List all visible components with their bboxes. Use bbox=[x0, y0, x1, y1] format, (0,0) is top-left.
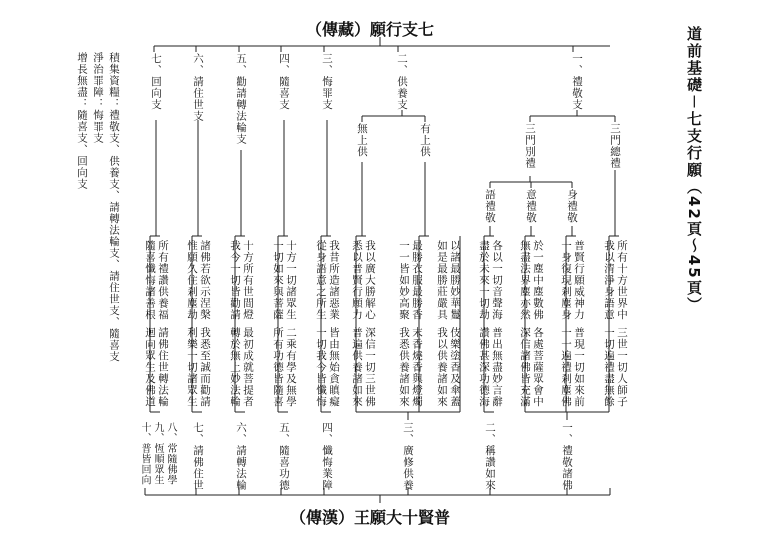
verse-3d: 一切我今皆懺悔 bbox=[315, 327, 328, 408]
verse-6d: 利樂一切諸眾生 bbox=[186, 327, 199, 408]
wang-7: 七、請佛住世 bbox=[192, 422, 205, 491]
verse-2l: 我以供養諸如來 bbox=[436, 327, 449, 408]
sub-yi-lijing: 意禮敬 bbox=[525, 189, 538, 224]
verse-1a: 盡於未來一切劫 bbox=[478, 240, 491, 321]
verse-5d: 轉於無上妙法輪 bbox=[229, 327, 242, 408]
verse-1f: 於一塵中塵數佛 bbox=[532, 240, 545, 321]
branch-5-label: 五、勸請轉法輪支 bbox=[235, 53, 248, 145]
verse-5c: 最初成就菩提者 bbox=[242, 327, 255, 408]
verse-1p: 一切遍禮盡無餘 bbox=[603, 327, 616, 408]
verse-4d: 所有功德皆隨喜 bbox=[272, 327, 285, 408]
top-title: （傳藏）願行支七 bbox=[306, 20, 435, 39]
verse-4b: 十方一切諸眾生 bbox=[285, 240, 298, 321]
bottom-title: （傳漢）王願大十賢普 bbox=[290, 508, 451, 527]
verse-1h: 深信諸佛皆充滿 bbox=[519, 327, 532, 408]
wang-3: 三、廣修供養 bbox=[402, 422, 415, 491]
branch-3-label: 三、悔罪支 bbox=[321, 53, 334, 111]
wang-8-9-10: 八、常隨佛學 九、恆順眾生 十、普皆回向 bbox=[139, 422, 176, 496]
verse-2i: 如是最勝莊嚴具 bbox=[436, 240, 449, 321]
verse-5a: 我今一切皆勸請 bbox=[229, 240, 242, 321]
branch-1-label: 一、禮敬支 bbox=[571, 53, 584, 111]
verse-1k: 普現一切如來前 bbox=[573, 327, 586, 408]
sub-sanmen-bieli: 三門別禮 bbox=[524, 123, 537, 169]
wang-1: 一、禮敬諸佛 bbox=[561, 422, 574, 491]
sub-wushang-gong: 無上供 bbox=[356, 123, 369, 158]
sub-youshang-gong: 有上供 bbox=[419, 123, 432, 158]
verse-6c: 我悉至誠而勸請 bbox=[199, 327, 212, 408]
summary-line-1: 積集資糧：禮敬支、供養支、請轉法輪支、請住世支、隨喜支 bbox=[108, 52, 121, 363]
verse-4a: 一切如來與菩薩 bbox=[272, 240, 285, 321]
verse-2j: 以諸最勝妙華鬘 bbox=[449, 240, 462, 321]
wang-4: 四、懺悔業障 bbox=[321, 422, 334, 491]
verse-7d: 迴向眾生及佛道 bbox=[144, 327, 157, 408]
verse-1j: 普賢行願威神力 bbox=[573, 240, 586, 321]
verse-2e: 一一皆如妙高聚 bbox=[398, 240, 411, 321]
verse-1d: 讚佛甚深功德海 bbox=[478, 327, 491, 408]
verse-6a: 惟願久住剎塵劫 bbox=[186, 240, 199, 321]
verse-2h: 我悉供養諸如來 bbox=[398, 327, 411, 408]
branch-2-label: 二、供養支 bbox=[396, 53, 409, 111]
verse-3b: 我昔所造諸惡業 bbox=[328, 240, 341, 321]
verse-1o: 三世一切人師子 bbox=[616, 327, 629, 408]
verse-2b: 我以廣大勝解心 bbox=[364, 240, 377, 321]
verse-3c: 皆由無始貪瞋癡 bbox=[328, 327, 341, 408]
verse-1n: 所有十方世界中 bbox=[616, 240, 629, 321]
verse-2d: 普遍供養諸如來 bbox=[351, 327, 364, 408]
verse-2a: 悉以普賢行願力 bbox=[351, 240, 364, 321]
verse-2g: 末香燒香與燈燭 bbox=[411, 327, 424, 408]
sub-yu-lijing: 語禮敬 bbox=[484, 189, 497, 224]
wang-5: 五、隨喜功德 bbox=[278, 422, 291, 491]
verse-2c: 深信一切三世佛 bbox=[364, 327, 377, 408]
verse-1e: 無盡法界塵亦然 bbox=[519, 240, 532, 321]
verse-3a: 從身語意之所生 bbox=[315, 240, 328, 321]
verse-6b: 諸佛若欲示涅槃 bbox=[199, 240, 212, 321]
sub-sanmen-zongli: 三門總禮 bbox=[609, 123, 622, 169]
verse-7c: 請佛住世轉法輪 bbox=[157, 327, 170, 408]
verse-1c: 普出無盡妙言辭 bbox=[491, 327, 504, 408]
sub-shen-lijing: 身禮敬 bbox=[566, 189, 579, 224]
side-title: 道前基礎－七支行願（42頁～45頁） bbox=[685, 26, 703, 314]
branch-6-label: 六、請住世支 bbox=[192, 53, 205, 122]
verse-1b: 各以一切音聲海 bbox=[491, 240, 504, 321]
verse-4c: 二乘有學及無學 bbox=[285, 327, 298, 408]
verse-1g: 各處菩薩眾會中 bbox=[532, 327, 545, 408]
verse-1l: 一一遍禮剎塵佛 bbox=[560, 327, 573, 408]
verse-1m: 我以清淨身語意 bbox=[603, 240, 616, 321]
summary-line-2: 淨治罪障：悔罪支 bbox=[92, 52, 105, 144]
verse-5b: 十方所有世間燈 bbox=[242, 240, 255, 321]
wang-6: 六、請轉法輪 bbox=[235, 422, 248, 491]
verse-7a: 隨喜懺悔諸善根 bbox=[144, 240, 157, 321]
verse-2k: 伎樂塗香及傘蓋 bbox=[449, 327, 462, 408]
verse-2f: 最勝衣服最勝香 bbox=[411, 240, 424, 321]
branch-7-label: 七、回向支 bbox=[150, 53, 163, 111]
summary-line-3: 增長無盡：隨喜支、回向支 bbox=[76, 52, 89, 190]
wang-2: 二、稱讚如來 bbox=[484, 422, 497, 491]
verse-1i: 一身復現剎塵身 bbox=[560, 240, 573, 321]
branch-4-label: 四、隨喜支 bbox=[278, 53, 291, 111]
verse-7b: 所有禮讚供養福 bbox=[157, 240, 170, 321]
